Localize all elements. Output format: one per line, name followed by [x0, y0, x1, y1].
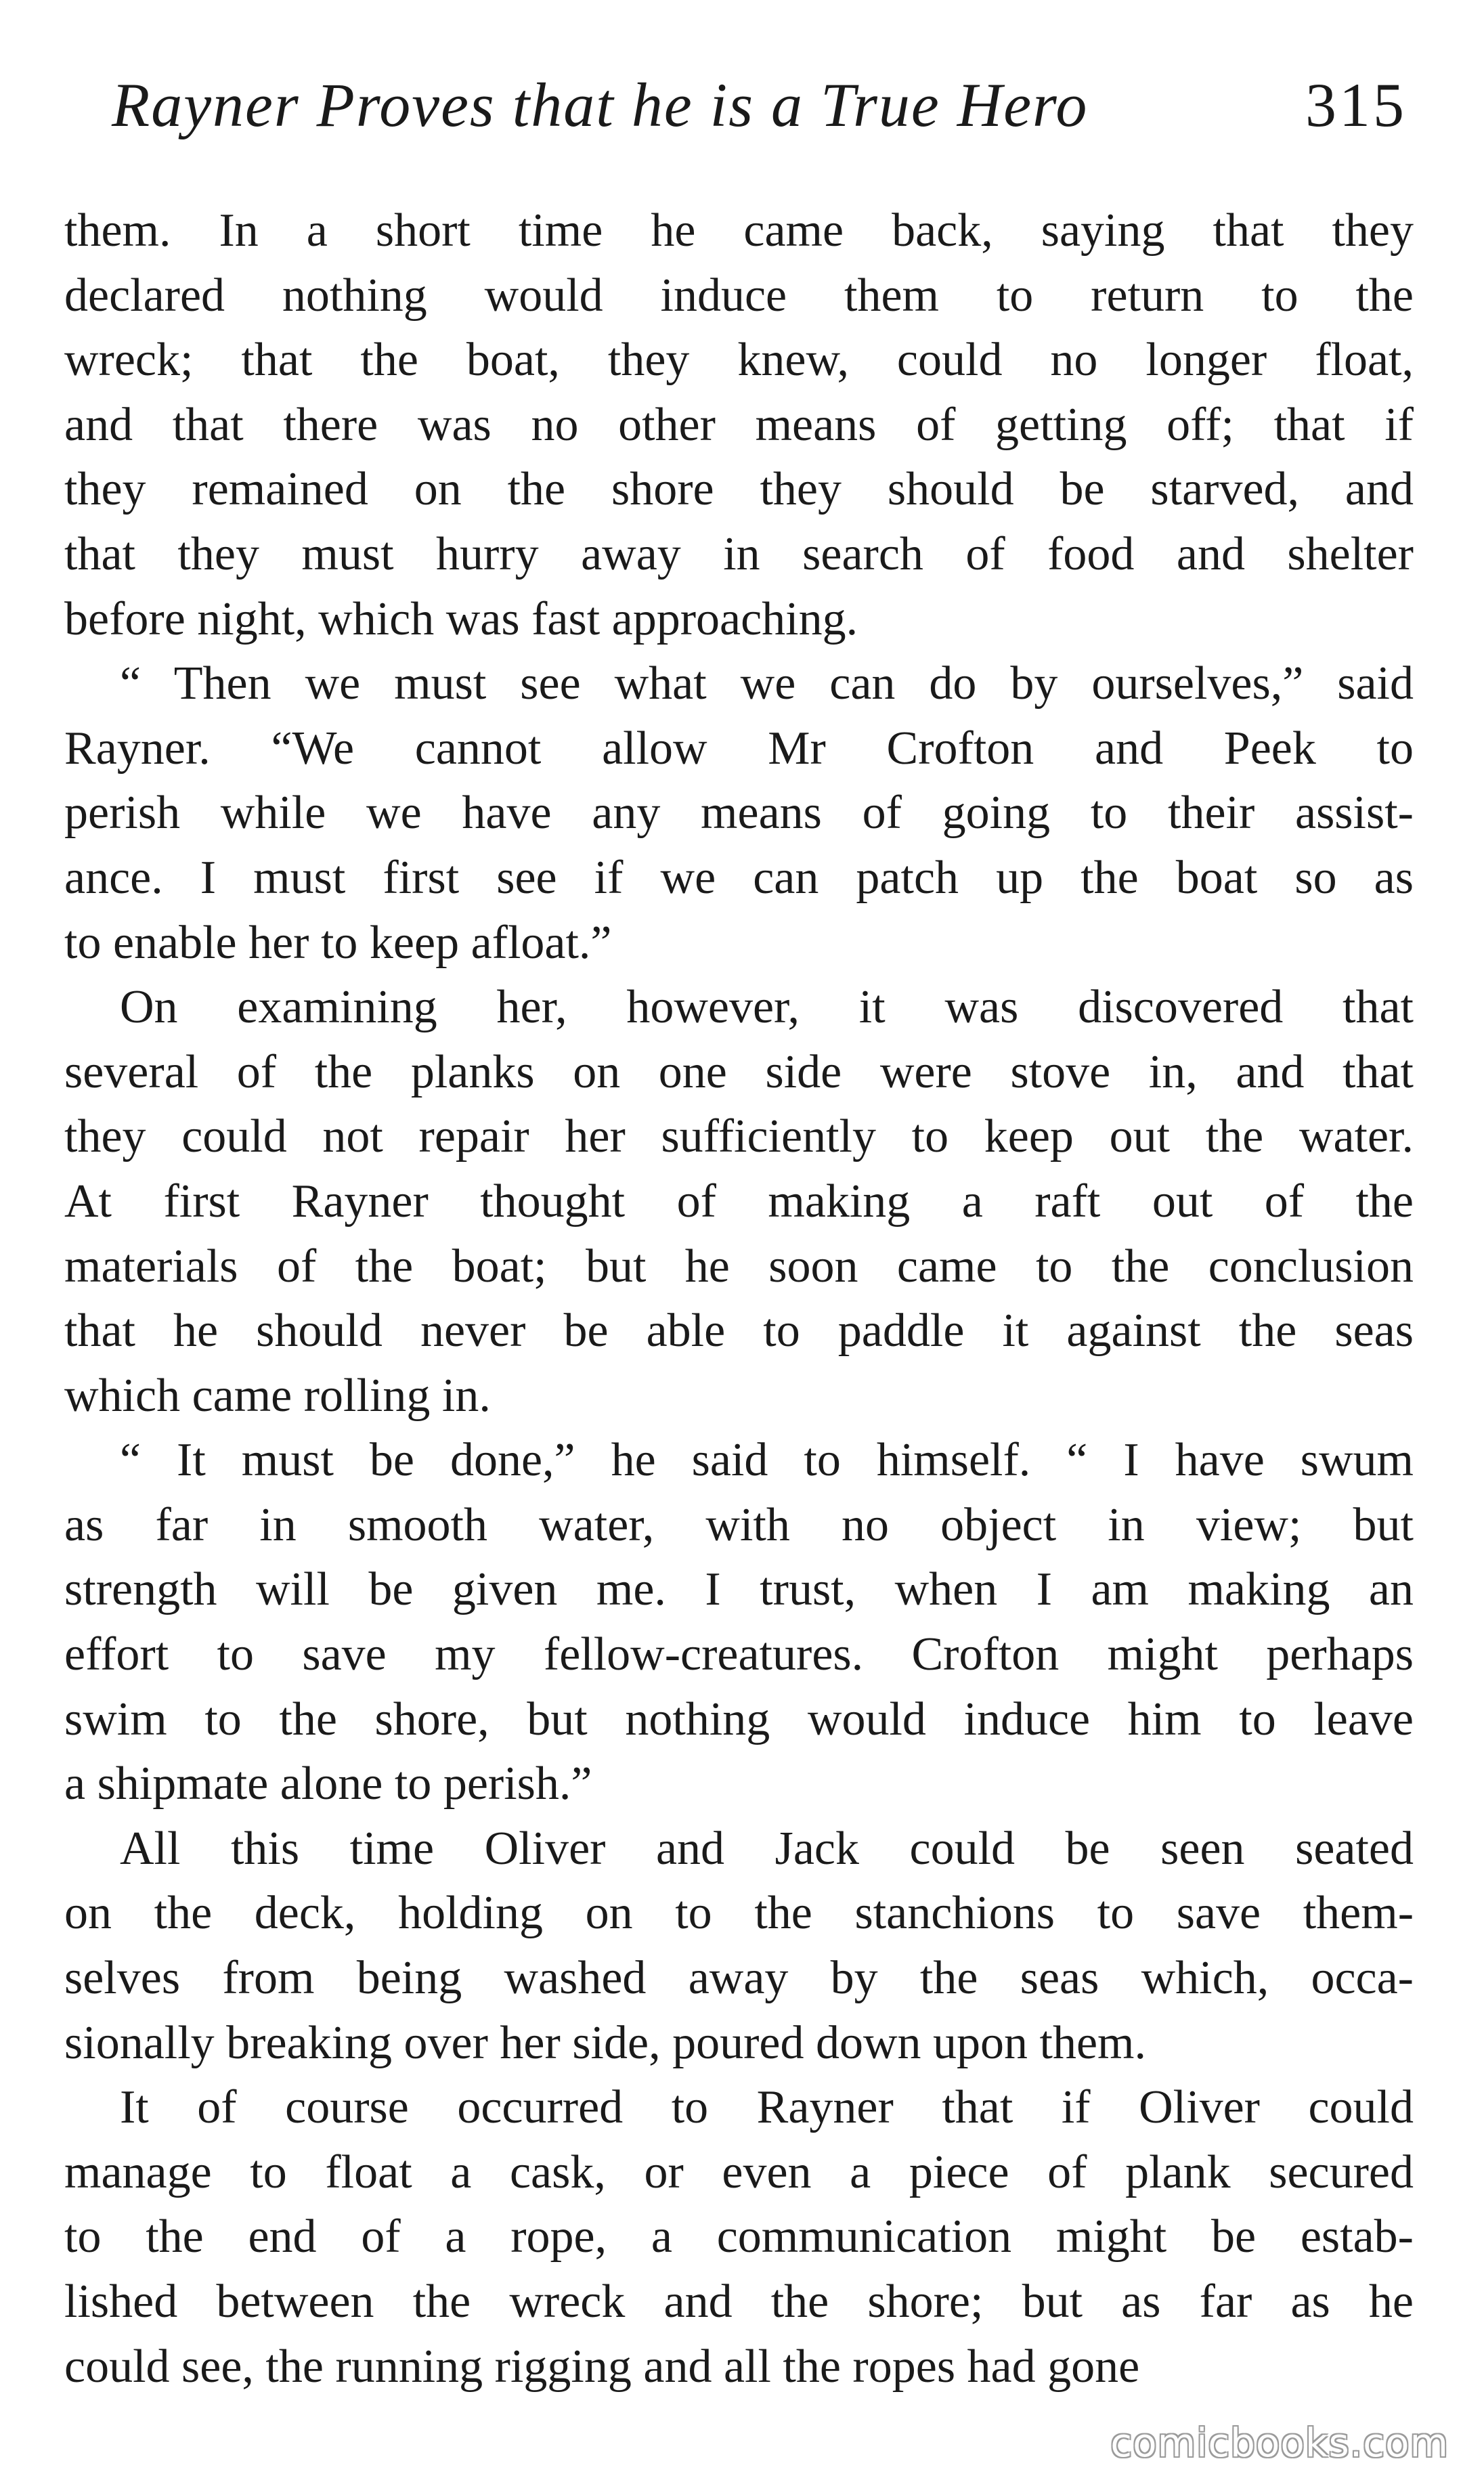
text-line: to enable her to keep afloat.”	[64, 916, 612, 969]
text-line: manage to float a cask, or even a piece of plank secured	[64, 2146, 1414, 2198]
text-line: “ It must be done,” he said to himself. “ I have swum	[120, 1434, 1414, 1487]
text-line: strength will be given me. I trust, when I am making an	[64, 1563, 1414, 1616]
body-text	[64, 198, 1414, 2399]
text-line: materials of the boat; but he soon came to the conclusion	[64, 1240, 1414, 1292]
text-line: that they must hurry away in search of food and shelter	[64, 527, 1414, 580]
text-line: declared nothing would induce them to return to the	[64, 269, 1414, 322]
paragraph	[64, 198, 1414, 651]
paragraph	[64, 1817, 1414, 2075]
paragraph	[64, 2075, 1414, 2399]
text-line: them. In a short time he came back, saying that they	[64, 204, 1414, 257]
text-line: wreck; that the boat, they knew, could no longer float,	[64, 334, 1414, 387]
book-page	[64, 0, 1414, 2478]
text-line: “ Then we must see what we can do by ourselves,” said	[120, 657, 1414, 710]
text-line: perish while we have any means of going to their assist-	[64, 787, 1414, 840]
watermark-logo: comicbooks.com	[1110, 2420, 1449, 2466]
text-line: swim to the shore, but nothing would induce him to leave	[64, 1693, 1414, 1745]
text-line: It of course occurred to Rayner that if Oliver could	[120, 2081, 1414, 2134]
text-line: Rayner. “We cannot allow Mr Crofton and Peek to	[64, 722, 1414, 775]
text-line: effort to save my fellow-creatures. Crofton might perhaps	[64, 1628, 1414, 1681]
text-line: All this time Oliver and Jack could be seen seated	[120, 1822, 1414, 1875]
text-line: ance. I must first see if we can patch up the boat so as	[64, 851, 1414, 904]
text-line: several of the planks on one side were stove in, and that	[64, 1045, 1414, 1098]
running-head	[64, 61, 1414, 149]
text-line: as far in smooth water, with no object in view; but	[64, 1498, 1414, 1551]
text-line: before night, which was fast approaching.	[64, 592, 858, 645]
text-line: on the deck, holding on to the stanchions to save them-	[64, 1887, 1414, 1940]
text-line: selves from being washed away by the seas which, occa-	[64, 1952, 1414, 2005]
running-title: Rayner Proves that he is a True Hero	[112, 70, 1089, 139]
text-line: lished between the wreck and the shore; but as far as he	[64, 2276, 1414, 2328]
text-line: sionally breaking over her side, poured down upon them.	[64, 2016, 1146, 2069]
text-line: At first Rayner thought of making a raft out of the	[64, 1175, 1414, 1227]
text-line: they could not repair her sufficiently to keep out the water.	[64, 1110, 1414, 1163]
text-line: could see, the running rigging and all the ropes had gone	[64, 2340, 1140, 2393]
paragraph	[64, 651, 1414, 975]
paragraph	[64, 1428, 1414, 1817]
text-line: which came rolling in.	[64, 1369, 491, 1422]
paragraph	[64, 975, 1414, 1428]
text-line: On examining her, however, it was discovered that	[120, 981, 1414, 1034]
text-line: they remained on the shore they should be starved, and	[64, 463, 1414, 516]
page-number: 315	[1305, 70, 1407, 139]
text-line: to the end of a rope, a communication might be estab-	[64, 2211, 1414, 2263]
text-line: and that there was no other means of getting off; that if	[64, 398, 1414, 451]
text-line: a shipmate alone to perish.”	[64, 1758, 592, 1810]
text-line: that he should never be able to paddle it against the seas	[64, 1305, 1414, 1357]
